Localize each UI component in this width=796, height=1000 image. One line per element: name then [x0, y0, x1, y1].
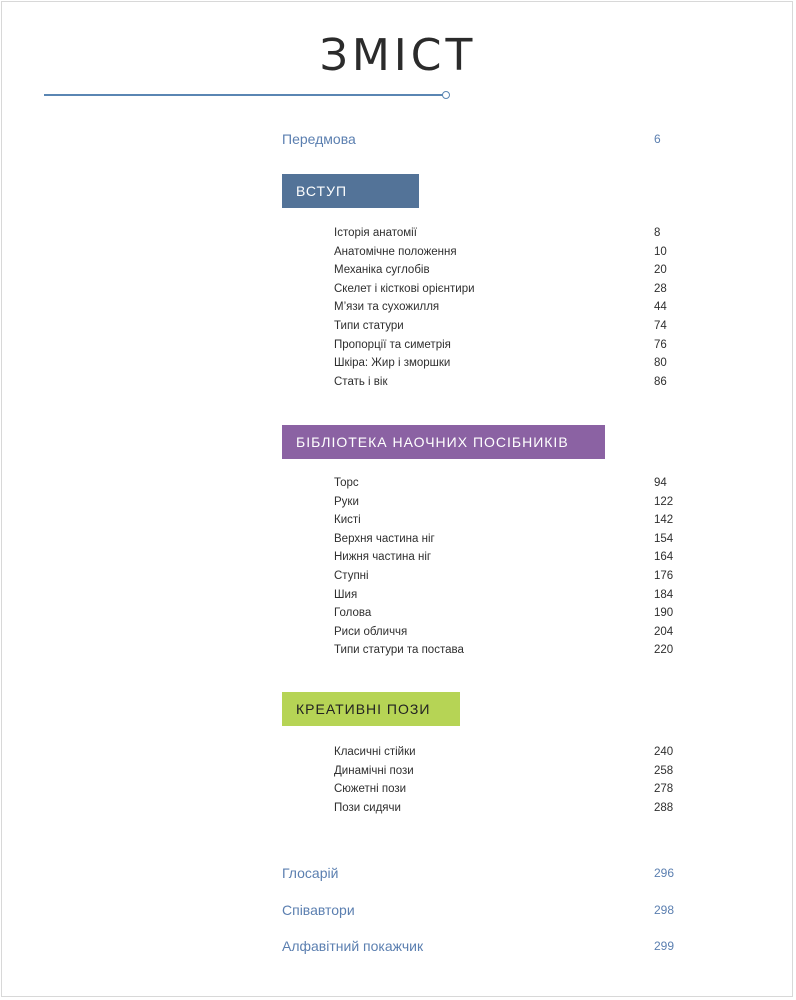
- toc-entry-label: Скелет і кісткові орієнтири: [334, 282, 475, 295]
- toc-entry-label: Ступні: [334, 569, 369, 582]
- toc-entry[interactable]: [334, 477, 678, 496]
- toc-contributors-label: Співавтори: [282, 902, 355, 918]
- toc-entry[interactable]: [334, 765, 678, 784]
- toc-entry-page: 278: [654, 783, 674, 796]
- toc-entry[interactable]: [334, 264, 678, 283]
- toc-entry[interactable]: [334, 607, 678, 626]
- toc-entry[interactable]: [334, 339, 678, 358]
- toc-entry-page: 176: [654, 569, 674, 582]
- section-creative-poses-entries: [334, 746, 678, 820]
- toc-entry-label: Пропорції та симетрія: [334, 338, 451, 351]
- page-title: ЗМІСТ: [319, 30, 477, 81]
- toc-entry-label: Класичні стійки: [334, 746, 416, 758]
- toc-entry-page: 28: [654, 282, 667, 295]
- section-header-intro[interactable]: ВСТУП: [282, 174, 419, 208]
- toc-contributors[interactable]: [282, 902, 682, 924]
- toc-entry-label: Голова: [334, 607, 372, 620]
- toc-index[interactable]: [282, 938, 682, 960]
- toc-preface[interactable]: [282, 131, 682, 153]
- toc-entry-page: 94: [654, 477, 667, 489]
- toc-entry-page: 86: [654, 375, 667, 388]
- toc-entry-label: Динамічні пози: [334, 764, 414, 777]
- toc-contributors-page: 298: [654, 903, 675, 917]
- section-header-creative-poses[interactable]: КРЕАТИВНІ ПОЗИ: [282, 692, 460, 726]
- toc-entry-page: 164: [654, 551, 674, 564]
- toc-glossary-label: Глосарій: [282, 865, 339, 881]
- toc-entry-page: 44: [654, 301, 667, 314]
- toc-entry[interactable]: [334, 551, 678, 570]
- toc-entry[interactable]: [334, 626, 678, 645]
- toc-entry[interactable]: [334, 570, 678, 589]
- toc-entry-page: 74: [654, 319, 667, 332]
- toc-entry[interactable]: [334, 533, 678, 552]
- toc-entry-label: Сюжетні пози: [334, 783, 407, 796]
- title-rule: [44, 94, 444, 96]
- toc-entry-label: Риси обличчя: [334, 625, 408, 638]
- toc-entry-label: Руки: [334, 495, 359, 508]
- section-intro-entries: [334, 227, 678, 394]
- toc-entry-page: 8: [654, 227, 661, 239]
- toc-entry-page: 288: [654, 801, 674, 814]
- section-header-visual-library[interactable]: БІБЛІОТЕКА НАОЧНИХ ПОСІБНИКІВ: [282, 425, 605, 459]
- toc-entry[interactable]: [334, 746, 678, 765]
- toc-entry-label: Механіка суглобів: [334, 264, 430, 277]
- toc-entry-page: 190: [654, 607, 674, 620]
- toc-preface-page: 6: [654, 132, 661, 146]
- toc-entry-page: 10: [654, 245, 667, 258]
- toc-preface-label: Передмова: [282, 131, 356, 147]
- toc-entry[interactable]: [334, 783, 678, 802]
- toc-entry[interactable]: [334, 644, 678, 663]
- toc-entry[interactable]: [334, 301, 678, 320]
- toc-entry-label: Стать і вік: [334, 375, 388, 388]
- toc-entry-label: Типи статури: [334, 319, 404, 332]
- toc-entry-page: 220: [654, 644, 674, 657]
- toc-entry-label: М’язи та сухожилля: [334, 301, 440, 314]
- toc-entry[interactable]: [334, 376, 678, 395]
- toc-entry-label: Анатомічне положення: [334, 245, 457, 258]
- toc-entry[interactable]: [334, 320, 678, 339]
- section-visual-library-entries: [334, 477, 678, 663]
- toc-entry-page: 240: [654, 746, 674, 758]
- toc-entry-label: Нижня частина ніг: [334, 551, 432, 564]
- toc-entry[interactable]: [334, 227, 678, 246]
- toc-entry-page: 154: [654, 532, 674, 545]
- toc-entry-label: Шкіра: Жир і зморшки: [334, 357, 451, 370]
- toc-entry[interactable]: [334, 802, 678, 821]
- toc-entry-page: 76: [654, 338, 667, 351]
- toc-entry[interactable]: [334, 589, 678, 608]
- toc-entry[interactable]: [334, 357, 678, 376]
- toc-entry-label: Типи статури та постава: [334, 644, 464, 657]
- toc-entry-label: Верхня частина ніг: [334, 532, 435, 545]
- title-rule-dot: [442, 91, 450, 99]
- toc-entry-label: Торс: [334, 477, 359, 489]
- toc-entry-label: Пози сидячи: [334, 801, 401, 814]
- toc-entry-page: 142: [654, 514, 674, 527]
- toc-index-page: 299: [654, 939, 675, 953]
- toc-glossary-page: 296: [654, 866, 675, 880]
- toc-entry-page: 80: [654, 357, 667, 370]
- toc-glossary[interactable]: [282, 865, 682, 887]
- toc-entry-page: 122: [654, 495, 674, 508]
- toc-entry-page: 184: [654, 588, 674, 601]
- toc-entry[interactable]: [334, 283, 678, 302]
- toc-entry-page: 20: [654, 264, 667, 277]
- toc-entry[interactable]: [334, 246, 678, 265]
- toc-entry-label: Шия: [334, 588, 358, 601]
- toc-entry[interactable]: [334, 514, 678, 533]
- toc-entry-label: Кисті: [334, 514, 361, 527]
- toc-entry[interactable]: [334, 496, 678, 515]
- toc-entry-label: Історія анатомії: [334, 227, 417, 239]
- toc-entry-page: 204: [654, 625, 674, 638]
- toc-entry-page: 258: [654, 764, 674, 777]
- toc-index-label: Алфавітний покажчик: [282, 938, 424, 954]
